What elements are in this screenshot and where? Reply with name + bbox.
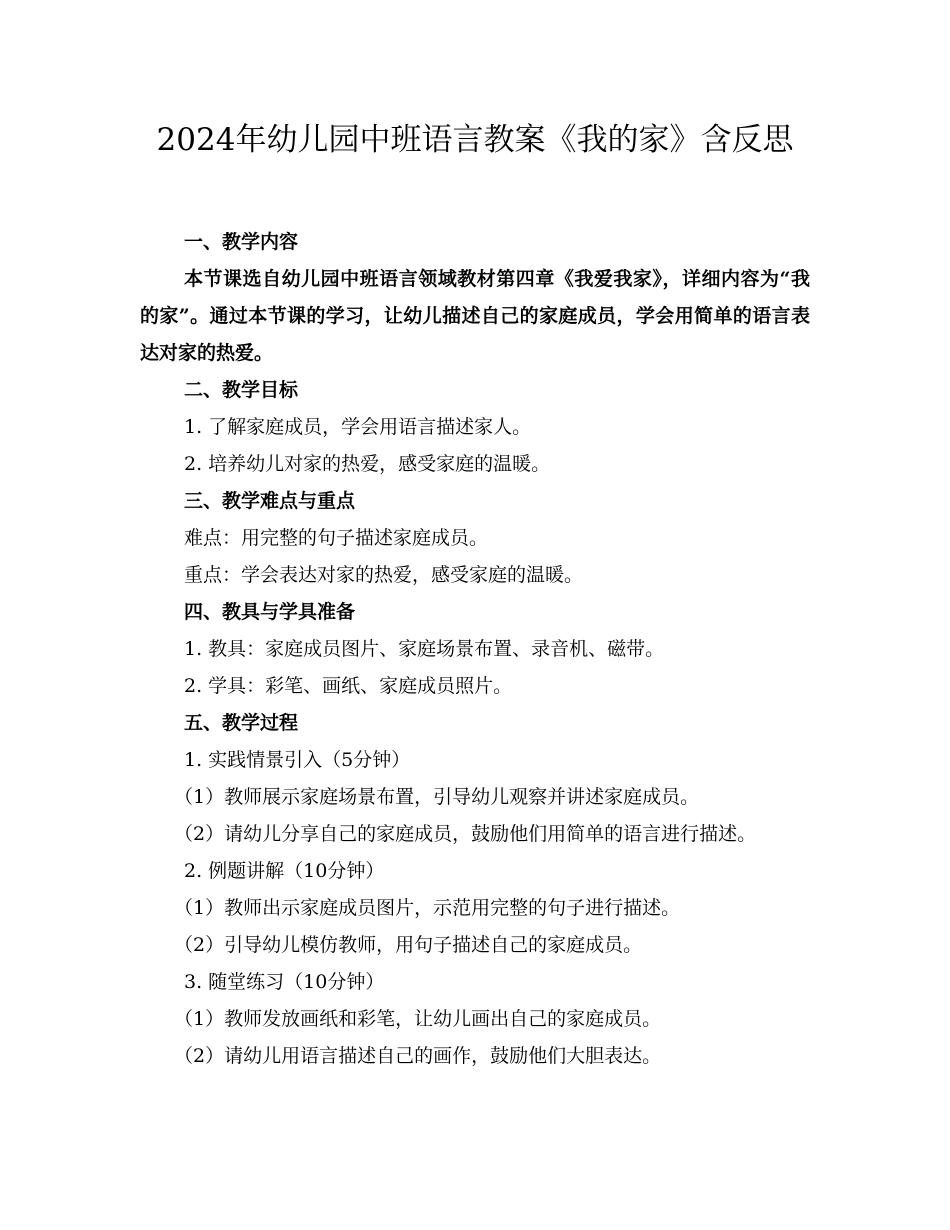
section-heading-difficulty: 三、教学难点与重点 [184, 490, 356, 512]
section-heading-content: 一、教学内容 [184, 231, 299, 253]
process-step-2-title: 2. 例题讲解（10分钟） [184, 860, 385, 882]
process-step-1-title: 1. 实践情景引入（5分钟） [184, 749, 411, 771]
difficulty-item-2: 重点：学会表达对家的热爱，感受家庭的温暖。 [184, 564, 584, 586]
process-step-3-item-a: （1）教师发放画纸和彩笔，让幼儿画出自己的家庭成员。 [174, 1008, 662, 1030]
materials-item-2: 2. 学具：彩笔、画纸、家庭成员照片。 [184, 675, 513, 697]
process-step-1-item-a: （1）教师展示家庭场景布置，引导幼儿观察并讲述家庭成员。 [174, 786, 700, 808]
difficulty-item-1: 难点：用完整的句子描述家庭成员。 [184, 527, 489, 549]
section-heading-materials: 四、教具与学具准备 [184, 601, 356, 623]
document-title: 2024年幼儿园中班语言教案《我的家》含反思 [156, 122, 794, 158]
process-step-2-item-b: （2）引导幼儿模仿教师，用句子描述自己的家庭成员。 [174, 934, 643, 956]
section-heading-process: 五、教学过程 [184, 712, 299, 734]
process-step-3-title: 3. 随堂练习（10分钟） [184, 971, 385, 993]
process-step-2-item-a: （1）教师出示家庭成员图片，示范用完整的句子进行描述。 [174, 897, 681, 919]
goal-item-1: 1. 了解家庭成员，学会用语言描述家人。 [184, 416, 532, 438]
content-paragraph: 本节课选自幼儿园中班语言领域教材第四章《我爱我家》，详细内容为“我的家”。通过本节课的学习，让幼儿描述自己的家庭成员，学会用简单的语言表达对家的热爱。 [140, 268, 810, 364]
section-heading-goals: 二、教学目标 [184, 379, 299, 401]
process-step-1-item-b: （2）请幼儿分享自己的家庭成员，鼓励他们用简单的语言进行描述。 [174, 823, 757, 845]
document-body [140, 224, 810, 1075]
goal-item-2: 2. 培养幼儿对家的热爱，感受家庭的温暖。 [184, 453, 551, 475]
process-step-3-item-b: （2）请幼儿用语言描述自己的画作，鼓励他们大胆表达。 [174, 1045, 662, 1067]
materials-item-1: 1. 教具：家庭成员图片、家庭场景布置、录音机、磁带。 [184, 638, 665, 660]
